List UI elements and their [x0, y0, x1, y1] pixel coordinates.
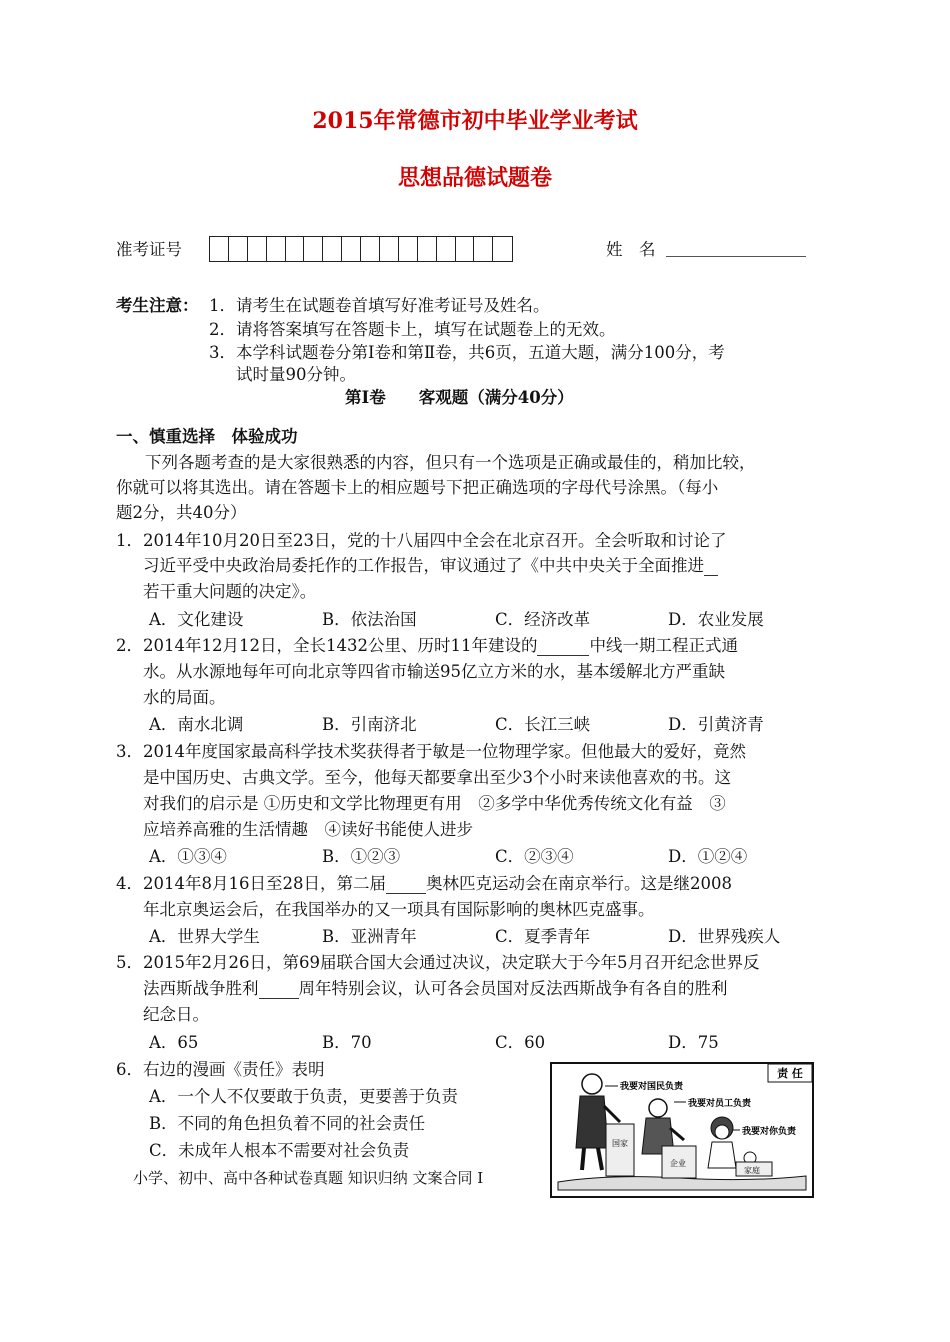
- q2-line-2: 水。从水源地每年可向北京等四省市输送95亿立方米的水，基本缓解北方严重缺: [143, 662, 725, 681]
- name-label: 姓 名: [606, 240, 656, 259]
- q3-line-1: 3．2014年度国家最高科学技术奖获得者于敏是一位物理学家。但他最大的爱好，竟然: [116, 742, 746, 761]
- q1-line-3: 若干重大问题的决定》。: [143, 582, 317, 601]
- candidate-id-boxes[interactable]: [209, 236, 513, 262]
- q4-line-2: 年北京奥运会后，在我国举办的又一项具有国际影响的奥林匹克盛事。: [143, 900, 655, 919]
- q5-line-1: 5．2015年2月26日，第69届联合国大会通过决议，决定联大于今年5月召开纪念世界反: [116, 953, 760, 972]
- q3-line-3: 对我们的启示是 ①历史和文学比物理更有用 ②多学中华优秀传统文化有益 ③: [143, 794, 726, 813]
- q2-line-3: 水的局面。: [143, 688, 226, 707]
- exam-title: 2015年常德市初中毕业学业考试: [312, 108, 638, 134]
- q2-line-1: 2．2014年12月12日，全长1432公里、历时11年建设的 中线一期工程正式通: [116, 636, 738, 655]
- cartoon-podium-nation: [606, 1124, 634, 1176]
- cartoon-speech-2: 我要对员工负责: [688, 1099, 752, 1109]
- section-heading: 一、慎重选择 体验成功: [116, 427, 298, 446]
- cartoon-label-nation: 国家: [612, 1139, 628, 1148]
- q2-option-a[interactable]: A．南水北调: [149, 715, 244, 734]
- instructions-line-1: 下列各题考查的是大家很熟悉的内容，但只有一个选项是正确或最佳的，稍加比较，: [145, 453, 756, 472]
- q4-line-1: 4．2014年8月16日至28日，第二届 奥林匹克运动会在南京举行。这是继2008: [116, 874, 732, 893]
- q6-option-b[interactable]: B．不同的角色担负着不同的社会责任: [149, 1114, 426, 1133]
- q6-line-1: 6．右边的漫画《责任》表明: [116, 1060, 325, 1079]
- cartoon-title: 责 任: [777, 1067, 803, 1080]
- q1-line-1: 1．2014年10月20日至23日，党的十八届四中全会在北京召开。全会听取和讨论了: [116, 531, 727, 550]
- q5-option-c[interactable]: C．60: [495, 1033, 546, 1052]
- cartoon-speech-3: 我要对你负责: [742, 1127, 797, 1137]
- candidate-id-label: 准考证号: [116, 240, 182, 259]
- q3-option-a[interactable]: A．①③④: [149, 847, 227, 866]
- q1-option-c[interactable]: C．经济改革: [495, 610, 591, 629]
- q6-option-c[interactable]: C．未成年人根本不需要对社会负责: [149, 1141, 410, 1160]
- notice-item-2: 2．请将答案填写在答题卡上，填写在试题卷上的无效。: [209, 320, 616, 339]
- notice-item-3: 3．本学科试题卷分第Ⅰ卷和第Ⅱ卷，共6页，五道大题，满分100分，考: [209, 343, 725, 362]
- q3-option-c[interactable]: C．②③④: [495, 847, 574, 866]
- q5-option-b[interactable]: B．70: [322, 1033, 372, 1052]
- q3-option-d[interactable]: D．①②④: [668, 847, 748, 866]
- q3-option-b[interactable]: B．①②③: [322, 847, 401, 866]
- q6-option-a[interactable]: A．一个人不仅要敢于负责，更要善于负责: [149, 1087, 458, 1106]
- notice-item-1: 1．请考生在试题卷首填写好准考证号及姓名。: [209, 296, 550, 315]
- q4-option-a[interactable]: A．世界大学生: [149, 927, 260, 946]
- q4-option-d[interactable]: D．世界残疾人: [668, 927, 781, 946]
- q4-option-b[interactable]: B．亚洲青年: [322, 927, 417, 946]
- exam-subtitle: 思想品德试题卷: [397, 165, 552, 191]
- q3-line-2: 是中国历史、古典文学。至今，他每天都要拿出至少3个小时来读他喜欢的书。这: [143, 768, 731, 787]
- q1-option-d[interactable]: D．农业发展: [668, 610, 764, 629]
- q2-option-d[interactable]: D．引黄济青: [668, 715, 764, 734]
- q1-line-2: 习近平受中央政治局委托作的工作报告，审议通过了《中共中央关于全面推进: [143, 552, 718, 576]
- cartoon-label-family: 家庭: [744, 1166, 760, 1175]
- notice-label: 考生注意：: [116, 296, 199, 315]
- cartoon-label-enterprise: 企业: [670, 1159, 686, 1168]
- cartoon-speech-1: 我要对国民负责: [620, 1082, 684, 1092]
- name-field[interactable]: [666, 236, 806, 257]
- part-heading: 第Ⅰ卷 客观题（满分40分）: [345, 388, 574, 407]
- q3-line-4: 应培养高雅的生活情趣 ④读好书能使人进步: [143, 820, 473, 839]
- responsibility-cartoon: [550, 1062, 814, 1198]
- q5-option-a[interactable]: A．65: [149, 1033, 199, 1052]
- q5-line-3: 纪念日。: [143, 1005, 209, 1024]
- instructions-line-2: 你就可以将其选出。请在答题卡上的相应题号下把正确选项的字母代号涂黑。（每小: [116, 478, 719, 497]
- q1-option-a[interactable]: A．文化建设: [149, 610, 244, 629]
- q4-option-c[interactable]: C．夏季青年: [495, 927, 591, 946]
- footer-text: 小学、初中、高中各种试卷真题 知识归纳 文案合同 I: [133, 1169, 484, 1187]
- instructions-line-3: 题2分，共40分）: [116, 503, 247, 522]
- q5-option-d[interactable]: D．75: [668, 1033, 719, 1052]
- q1-option-b[interactable]: B．依法治国: [322, 610, 417, 629]
- q2-option-b[interactable]: B．引南济北: [322, 715, 417, 734]
- notice-item-3-cont: 试时量90分钟。: [236, 365, 356, 384]
- q2-option-c[interactable]: C．长江三峡: [495, 715, 591, 734]
- q5-line-2: 法西斯战争胜利 周年特别会议，认可各会员国对反法西斯战争有各自的胜利: [143, 979, 728, 998]
